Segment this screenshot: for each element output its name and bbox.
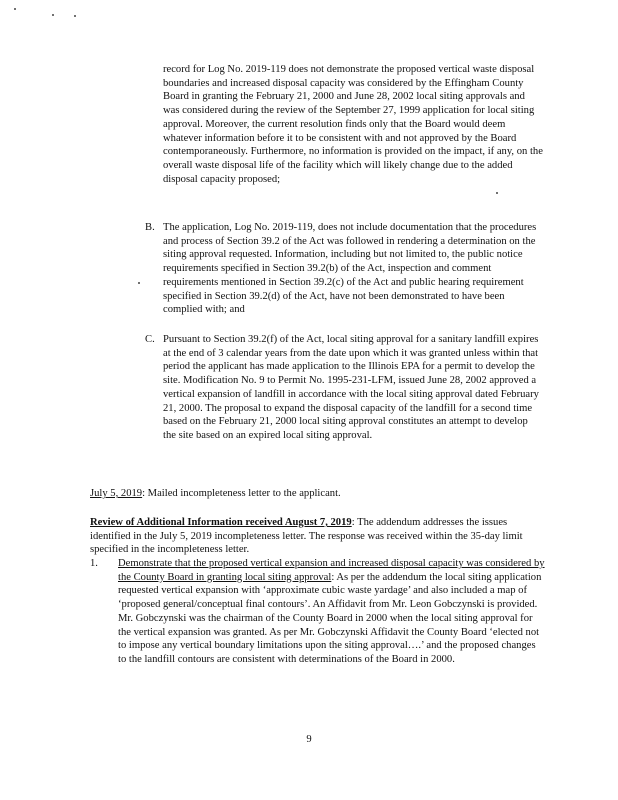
item-letter: B. — [145, 222, 155, 233]
dated-entry — [90, 487, 550, 501]
numbered-item-body: : As per the addendum the local siting application requested vertical expansion with ‘approximate cubic waste yardage’ and also included a map of ‘proposed general/conceptual final contours’. An Affidavit from Mr. Leon Gobczynski is provided. Mr. Gobczynski was the chairman of the County Board in 2000 when the local siting approval for the vertical expansion was granted. As per Mr. Gobczynski Affidavit the County Board ‘elected not to impose any vertical boundary limitations upon the siting approval….’ and the proposed changes to the landfill contours are consistent with determinations of the Board in 2000. — [118, 571, 542, 665]
numbered-item-text — [118, 557, 546, 667]
scan-speck — [496, 192, 498, 194]
numbered-item-lead: Demonstrate that the proposed vertical expansion and increased disposal capacity was considered by the County Board in granting local siting approval — [118, 558, 545, 583]
item-text: The application, Log No. 2019-119, does not include documentation that the procedures and process of Section 39.2 of the Act was followed in rendering a determination on the siting approval requested. Information, including but not limited to, the public notice requirements specified in Section 39.2(b) of the Act, inspection and comment requirements mentioned in Section 39.2(c) of the Act and public hearing requirement specified in Section 39.2(d) of the Act, have not been demonstrated to have been complied with; and — [163, 222, 537, 316]
review-paragraph — [90, 516, 545, 557]
continuation-text: record for Log No. 2019-119 does not demonstrate the proposed vertical waste disposal boundaries and increased disposal capacity was considered by the Effingham County Board in granting the February 21, 2000 and June 28, 2002 local siting approvals and was considered during the review of the September 27, 1999 application for local siting approval. Moreover, the current resolution finds only that the Board would deem whatever information before it to be consistent with and not approved by the Board contemporaneously. Furthermore, no information is provided on the impact, if any, on the overall waste disposal life of the facility which will likely change due to the added disposal capacity proposed; — [163, 64, 543, 185]
item-number: 1. — [90, 558, 98, 569]
review-text: : The addendum addresses the issues identified in the July 5, 2019 incompleteness letter. The response was received within the 35-day limit specified in the incompleteness letter. — [90, 517, 523, 556]
item-text: Pursuant to Section 39.2(f) of the Act, local siting approval for a sanitary landfill expires at the end of 3 calendar years from the date upon which it was granted unless within that period the applicant has made application to the Illinois EPA for a permit to develop the site. Modification No. 9 to Permit No. 1995-231-LFM, issued June 28, 2002 approved a vertical expansion of landfill in accordance with the local siting approval dated February 21, 2000. The proposal to expand the disposal capacity of the landfill for a second time based on the February 21, 2000 local siting approval constitutes an attempt to develop the site based on an expired local siting approval. — [163, 334, 539, 441]
scan-speck — [14, 8, 16, 10]
entry-date: July 5, 2019 — [90, 488, 143, 499]
item-letter: C. — [145, 334, 155, 345]
scan-speck — [138, 282, 140, 284]
page-number: 9 — [306, 734, 312, 745]
scan-speck — [74, 15, 76, 17]
review-heading: Review of Additional Information received August 7, 2019 — [90, 517, 352, 528]
entry-text: : Mailed incompleteness letter to the applicant. — [142, 488, 341, 499]
scan-speck — [52, 14, 54, 16]
continuation-paragraph — [163, 63, 543, 186]
